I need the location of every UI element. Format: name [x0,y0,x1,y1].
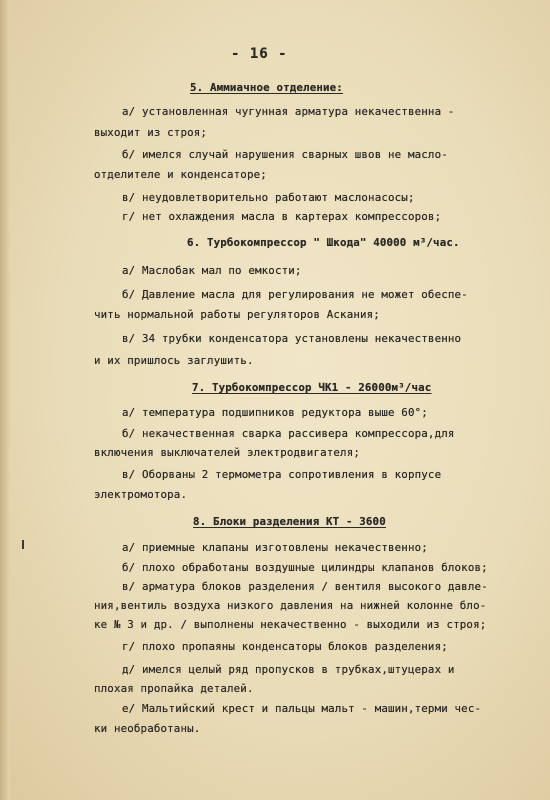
section-5-item-a-line-2: выходит из строя; [94,126,208,139]
section-7-heading: 7. Турбокомпрессор ЧК1 - 26000м³/час [192,381,432,394]
section-6-heading: 6. Турбокомпрессор " Шкода" 40000 м³/час. [187,236,460,249]
section-6-item-b-line-2: чить нормальной работы регуляторов Аскания; [94,308,380,321]
page-edge [0,0,10,800]
section-8-item-e-line-1: д/ имелся целый ряд пропусков в трубках,штуцерах и [122,663,455,676]
section-8-item-c-line-1: в/ арматура блоков разделения / вентиля высокого давле- [122,580,488,593]
section-5-item-d: г/ нет охлаждения масла в картерах компрессоров; [122,210,442,223]
section-7-item-b-line-2: включения выключателей электродвигателя; [94,446,361,459]
section-7-item-a: а/ температура подшипников редуктора выше 60°; [122,406,428,419]
section-5-item-b-line-1: б/ имелся случай нарушения сварных швов не масло- [122,148,448,161]
section-5-item-c: в/ неудовлетворительно работают маслонасосы; [122,191,415,204]
section-5-heading: 5. Аммиачное отделение: [190,81,343,94]
section-7-item-c-line-2: электромотора. [94,488,188,501]
section-8-item-f-line-1: е/ Мальтийский крест и пальцы мальт - машин,терми чес- [122,702,482,715]
section-8-heading: 8. Блоки разделения КТ - 3600 [193,515,386,528]
section-8-item-b: б/ плохо обработаны воздушные цилиндры клапанов блоков; [122,561,488,574]
section-8-item-c-line-3: ке № 3 и др. / выполнены некачественно - выходили из строя; [94,618,487,631]
section-6-item-c-line-1: в/ 34 трубки конденсатора установлены некачественно [122,332,462,345]
margin-mark [22,540,24,549]
section-7-item-b-line-1: б/ некачественная сварка рассивера компрессора,для [122,427,455,440]
section-8-item-d: г/ плохо пропаяны конденсаторы блоков разделения; [122,640,448,653]
section-6-item-b-line-1: б/ Давление масла для регулирования не может обеспе- [122,288,468,301]
section-7-item-c-line-1: в/ Оборваны 2 термометра сопротивления в корпусе [122,468,442,481]
section-6-item-c-line-2: и их пришлось заглушить. [94,354,254,367]
section-8-item-c-line-2: ния,вентиль воздуха низкого давления на нижней колонне бло- [94,599,487,612]
page-number: - 16 - [231,46,288,62]
section-8-item-f-line-2: ки необработаны. [94,722,201,735]
section-6-item-a: а/ Маслобак мал по емкости; [122,264,302,277]
section-5-item-a-line-1: а/ установленная чугунная арматура некачественна - [122,105,455,118]
section-8-item-a: а/ приемные клапаны изготовлены некачественно; [122,541,428,554]
section-8-item-e-line-2: плохая пропайка деталей. [94,682,254,695]
section-5-item-b-line-2: отделителе и конденсаторе; [94,168,267,181]
